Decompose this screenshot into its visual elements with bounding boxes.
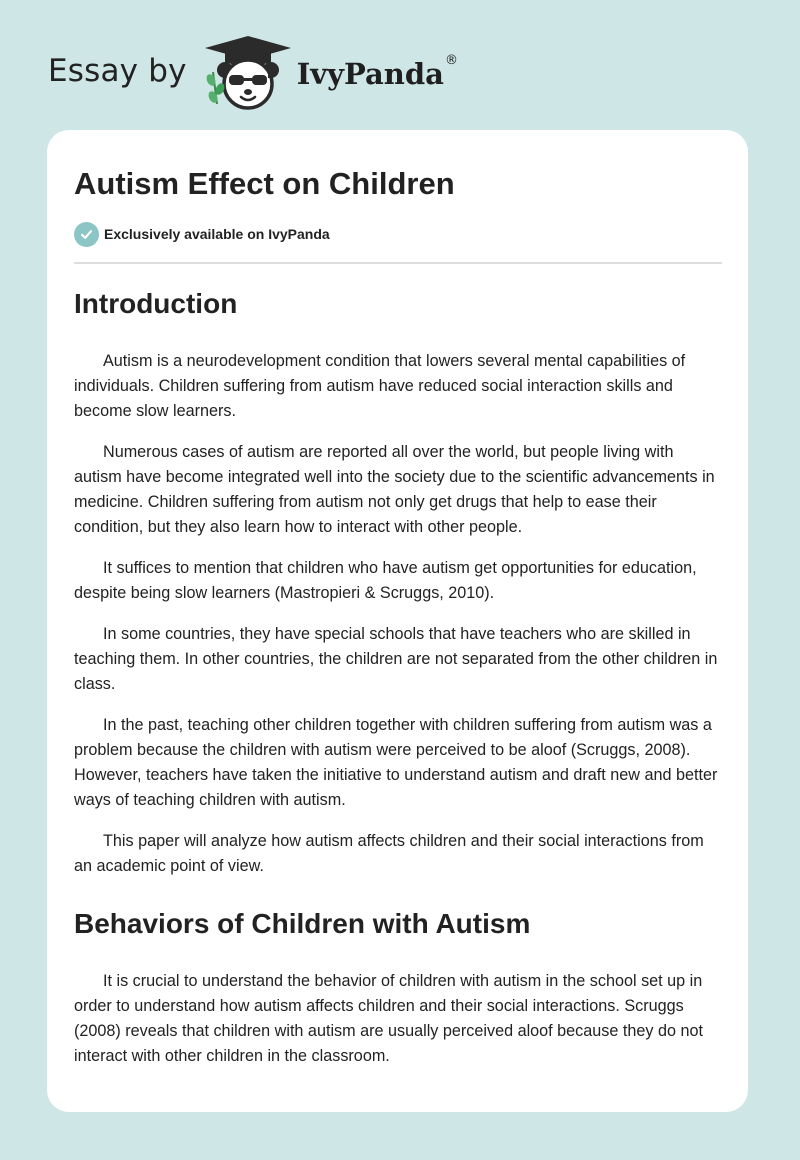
panda-graduate-logo-icon[interactable] [203, 34, 293, 110]
section-introduction [74, 286, 722, 879]
brand-name[interactable]: IvyPanda [296, 57, 444, 91]
site-header [48, 34, 458, 110]
paragraph: In the past, teaching other children together with children suffering from autism was a problem because the children with autism were perceived to be aloof (Scruggs, 2008). However, teachers have taken the initiative to understand autism and draft new and better ways of teaching children with autism. [74, 716, 718, 809]
exclusive-badge [74, 221, 722, 247]
section-behaviors [74, 906, 722, 1069]
paragraph: Numerous cases of autism are reported all over the world, but people living with autism have become integrated well into the society due to the scientific advancements in medicine. Children suffering from autism not only get drugs that help to ease their condition, but they also learn how to interact with other people. [74, 443, 715, 536]
paragraph: Autism is a neurodevelopment condition that lowers several mental capabilities of individuals. Children suffering from autism have reduced social interaction skills and become slow learners. [74, 352, 686, 420]
essay-card [47, 130, 748, 1112]
exclusive-badge-label: Exclusively available on IvyPanda [104, 226, 330, 242]
essay-title: Autism Effect on Children [74, 166, 455, 201]
registered-mark: ® [444, 52, 458, 68]
paragraph: This paper will analyze how autism affects children and their social interactions from an academic point of view. [74, 832, 704, 875]
check-circle-icon [74, 222, 99, 247]
section-heading: Introduction [74, 288, 238, 319]
paragraph: It suffices to mention that children who have autism get opportunities for education, despite being slow learners (Mastropieri & Scruggs, 2010). [74, 559, 697, 602]
title-divider [74, 262, 722, 264]
section-heading: Behaviors of Children with Autism [74, 908, 531, 939]
brand-prefix: Essay by [48, 53, 187, 89]
paragraph: In some countries, they have special schools that have teachers who are skilled in teaching them. In other countries, the children are not separated from the other children in class. [74, 625, 718, 693]
paragraph: It is crucial to understand the behavior of children with autism in the school set up in order to understand how autism affects children and their social interactions. Scruggs (2008) reveals that children with autism are usually perceived aloof because they do not interact with other children in the classroom. [74, 972, 703, 1065]
